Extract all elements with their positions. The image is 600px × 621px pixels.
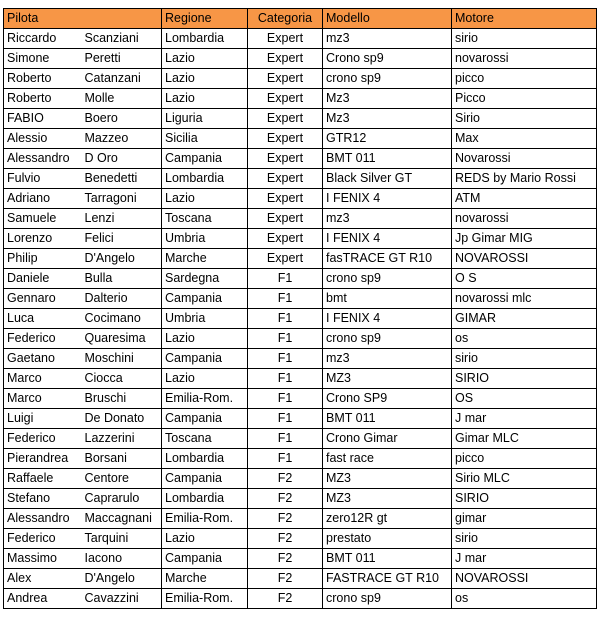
table-row [4,149,597,169]
region-cell: Lazio [162,329,248,349]
region-cell: Marche [162,249,248,269]
engine-cell: Jp Gimar MIG [452,229,597,249]
header-regione: Regione [162,9,248,29]
category-cell: F1 [248,329,323,349]
first-name-cell: FABIO [4,109,82,129]
table-row [4,169,597,189]
last-name-cell: Centore [82,469,162,489]
engine-cell: SIRIO [452,369,597,389]
first-name-cell: Andrea [4,589,82,609]
last-name-cell: Tarragoni [82,189,162,209]
category-cell: F2 [248,569,323,589]
engine-cell: NOVAROSSI [452,569,597,589]
model-cell: Mz3 [323,109,452,129]
engine-cell: picco [452,69,597,89]
table-header [4,9,597,29]
last-name-cell: Lenzi [82,209,162,229]
table-row [4,189,597,209]
category-cell: F2 [248,549,323,569]
region-cell: Emilia-Rom. [162,589,248,609]
category-cell: Expert [248,29,323,49]
region-cell: Campania [162,349,248,369]
engine-cell: ATM [452,189,597,209]
last-name-cell: Cocimano [82,309,162,329]
model-cell: Black Silver GT [323,169,452,189]
last-name-cell: Felici [82,229,162,249]
region-cell: Toscana [162,209,248,229]
category-cell: F2 [248,469,323,489]
last-name-cell: Borsani [82,449,162,469]
last-name-cell: Mazzeo [82,129,162,149]
region-cell: Campania [162,289,248,309]
category-cell: F1 [248,389,323,409]
region-cell: Sardegna [162,269,248,289]
table-row [4,89,597,109]
last-name-cell: Ciocca [82,369,162,389]
model-cell: crono sp9 [323,589,452,609]
engine-cell: novarossi [452,49,597,69]
engine-cell: GIMAR [452,309,597,329]
last-name-cell: Peretti [82,49,162,69]
category-cell: F1 [248,269,323,289]
model-cell: mz3 [323,29,452,49]
region-cell: Emilia-Rom. [162,509,248,529]
region-cell: Lazio [162,529,248,549]
category-cell: F1 [248,409,323,429]
model-cell: mz3 [323,209,452,229]
model-cell: Crono SP9 [323,389,452,409]
category-cell: Expert [248,209,323,229]
last-name-cell: Boero [82,109,162,129]
region-cell: Liguria [162,109,248,129]
table-row [4,209,597,229]
model-cell: I FENIX 4 [323,309,452,329]
first-name-cell: Federico [4,529,82,549]
first-name-cell: Stefano [4,489,82,509]
model-cell: I FENIX 4 [323,229,452,249]
region-cell: Toscana [162,429,248,449]
first-name-cell: Federico [4,329,82,349]
header-categoria: Categoria [248,9,323,29]
first-name-cell: Daniele [4,269,82,289]
table-row [4,249,597,269]
table-row [4,289,597,309]
model-cell: Crono sp9 [323,49,452,69]
first-name-cell: Adriano [4,189,82,209]
engine-cell: sirio [452,529,597,549]
table-row [4,589,597,609]
model-cell: GTR12 [323,129,452,149]
engine-cell: J mar [452,409,597,429]
first-name-cell: Samuele [4,209,82,229]
engine-cell: os [452,329,597,349]
table-row [4,109,597,129]
table-row [4,49,597,69]
engine-cell: os [452,589,597,609]
engine-cell: sirio [452,349,597,369]
table-body [4,29,597,609]
region-cell: Umbria [162,229,248,249]
first-name-cell: Alessandro [4,509,82,529]
engine-cell: Novarossi [452,149,597,169]
table-row [4,129,597,149]
category-cell: F1 [248,309,323,329]
first-name-cell: Federico [4,429,82,449]
last-name-cell: Cavazzini [82,589,162,609]
region-cell: Lazio [162,69,248,89]
region-cell: Sicilia [162,129,248,149]
first-name-cell: Alessio [4,129,82,149]
table-row [4,69,597,89]
pilots-table [3,8,597,609]
first-name-cell: Philip [4,249,82,269]
region-cell: Lombardia [162,29,248,49]
engine-cell: OS [452,389,597,409]
model-cell: prestato [323,529,452,549]
model-cell: zero12R gt [323,509,452,529]
first-name-cell: Gaetano [4,349,82,369]
model-cell: FASTRACE GT R10 [323,569,452,589]
region-cell: Campania [162,469,248,489]
category-cell: F2 [248,529,323,549]
table-row [4,509,597,529]
category-cell: Expert [248,149,323,169]
engine-cell: Max [452,129,597,149]
last-name-cell: Iacono [82,549,162,569]
model-cell: BMT 011 [323,549,452,569]
category-cell: Expert [248,69,323,89]
region-cell: Lazio [162,369,248,389]
engine-cell: novarossi mlc [452,289,597,309]
table-row [4,369,597,389]
engine-cell: Sirio MLC [452,469,597,489]
category-cell: F1 [248,429,323,449]
category-cell: F1 [248,449,323,469]
category-cell: Expert [248,49,323,69]
engine-cell: J mar [452,549,597,569]
table-row [4,529,597,549]
last-name-cell: Lazzerini [82,429,162,449]
region-cell: Campania [162,549,248,569]
first-name-cell: Gennaro [4,289,82,309]
last-name-cell: D'Angelo [82,569,162,589]
model-cell: crono sp9 [323,269,452,289]
table-row [4,549,597,569]
category-cell: Expert [248,169,323,189]
model-cell: Crono Gimar [323,429,452,449]
engine-cell: Sirio [452,109,597,129]
model-cell: BMT 011 [323,149,452,169]
region-cell: Emilia-Rom. [162,389,248,409]
table-row [4,29,597,49]
last-name-cell: Bruschi [82,389,162,409]
engine-cell: SIRIO [452,489,597,509]
first-name-cell: Marco [4,369,82,389]
table-row [4,269,597,289]
header-pilota: Pilota [4,9,162,29]
region-cell: Lazio [162,49,248,69]
category-cell: F1 [248,369,323,389]
region-cell: Campania [162,409,248,429]
category-cell: F1 [248,349,323,369]
engine-cell: picco [452,449,597,469]
first-name-cell: Roberto [4,89,82,109]
first-name-cell: Luca [4,309,82,329]
last-name-cell: Quaresima [82,329,162,349]
model-cell: crono sp9 [323,69,452,89]
category-cell: F2 [248,589,323,609]
category-cell: Expert [248,249,323,269]
engine-cell: novarossi [452,209,597,229]
model-cell: MZ3 [323,469,452,489]
table-row [4,449,597,469]
model-cell: crono sp9 [323,329,452,349]
last-name-cell: De Donato [82,409,162,429]
category-cell: Expert [248,129,323,149]
region-cell: Lombardia [162,489,248,509]
first-name-cell: Marco [4,389,82,409]
table-row [4,489,597,509]
category-cell: F2 [248,489,323,509]
last-name-cell: D Oro [82,149,162,169]
model-cell: bmt [323,289,452,309]
engine-cell: Gimar MLC [452,429,597,449]
category-cell: Expert [248,109,323,129]
first-name-cell: Roberto [4,69,82,89]
model-cell: I FENIX 4 [323,189,452,209]
first-name-cell: Alessandro [4,149,82,169]
last-name-cell: Maccagnani [82,509,162,529]
first-name-cell: Raffaele [4,469,82,489]
last-name-cell: Catanzani [82,69,162,89]
table-row [4,429,597,449]
last-name-cell: D'Angelo [82,249,162,269]
engine-cell: O S [452,269,597,289]
table-row [4,329,597,349]
last-name-cell: Benedetti [82,169,162,189]
region-cell: Lombardia [162,449,248,469]
header-motore: Motore [452,9,597,29]
table-row [4,309,597,329]
category-cell: Expert [248,229,323,249]
table-row [4,349,597,369]
last-name-cell: Tarquini [82,529,162,549]
model-cell: fast race [323,449,452,469]
model-cell: MZ3 [323,369,452,389]
engine-cell: Picco [452,89,597,109]
model-cell: fasTRACE GT R10 [323,249,452,269]
last-name-cell: Caprarulo [82,489,162,509]
last-name-cell: Scanziani [82,29,162,49]
region-cell: Umbria [162,309,248,329]
table-row [4,569,597,589]
first-name-cell: Fulvio [4,169,82,189]
engine-cell: REDS by Mario Rossi [452,169,597,189]
last-name-cell: Moschini [82,349,162,369]
engine-cell: gimar [452,509,597,529]
model-cell: BMT 011 [323,409,452,429]
model-cell: mz3 [323,349,452,369]
first-name-cell: Pierandrea [4,449,82,469]
first-name-cell: Riccardo [4,29,82,49]
region-cell: Marche [162,569,248,589]
table-row [4,469,597,489]
table-row [4,229,597,249]
table-row [4,389,597,409]
first-name-cell: Massimo [4,549,82,569]
first-name-cell: Alex [4,569,82,589]
last-name-cell: Dalterio [82,289,162,309]
region-cell: Campania [162,149,248,169]
engine-cell: NOVAROSSI [452,249,597,269]
region-cell: Lombardia [162,169,248,189]
last-name-cell: Molle [82,89,162,109]
last-name-cell: Bulla [82,269,162,289]
category-cell: F2 [248,509,323,529]
region-cell: Lazio [162,89,248,109]
first-name-cell: Luigi [4,409,82,429]
header-row [4,9,597,29]
table-row [4,409,597,429]
header-modello: Modello [323,9,452,29]
region-cell: Lazio [162,189,248,209]
first-name-cell: Simone [4,49,82,69]
model-cell: MZ3 [323,489,452,509]
engine-cell: sirio [452,29,597,49]
category-cell: F1 [248,289,323,309]
category-cell: Expert [248,189,323,209]
model-cell: Mz3 [323,89,452,109]
category-cell: Expert [248,89,323,109]
first-name-cell: Lorenzo [4,229,82,249]
